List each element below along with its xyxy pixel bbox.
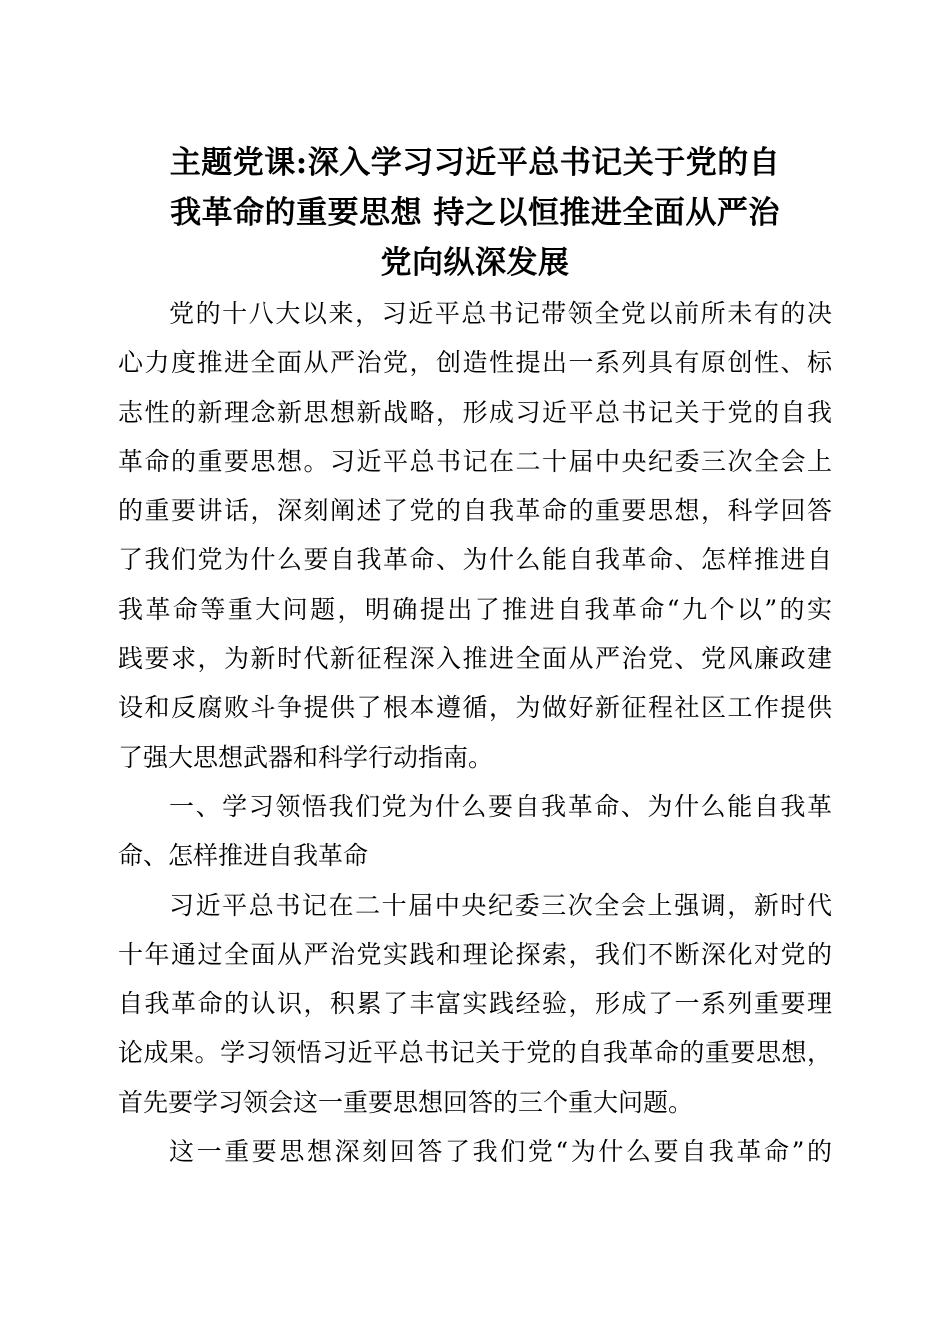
text-line: 论成果。学习领悟习近平总书记关于党的自我革命的重要思想， [118, 1038, 832, 1068]
text-line: 党的十八大以来，习近平总书记带领全党以前所未有的决 [169, 299, 832, 328]
text-line: 心力度推进全面从严治党，创造性提出一系列具有原创性、标 [118, 348, 832, 378]
document-title [110, 138, 840, 288]
text-line: 了我们党为什么要自我革命、为什么能自我革命、怎样推进自 [118, 545, 832, 575]
text-line: 了强大思想武器和科学行动指南。 [118, 742, 494, 772]
text-line: 的重要讲话，深刻阐述了党的自我革命的重要思想，科学回答 [118, 496, 832, 526]
section-heading [118, 785, 832, 884]
text-line: 习近平总书记在二十届中央纪委三次全会上强调，新时代 [169, 890, 832, 920]
body-paragraph [118, 1130, 832, 1179]
title-line: 党向纵深发展 [380, 245, 570, 281]
text-line: 一、学习领悟我们党为什么要自我革命、为什么能自我革 [169, 791, 832, 821]
text-line: 这一重要思想深刻回答了我们党“为什么要自我革命”的 [169, 1137, 832, 1167]
text-line: 革命的重要思想。习近平总书记在二十届中央纪委三次全会上 [118, 446, 832, 476]
text-line: 志性的新理念新思想新战略，形成习近平总书记关于党的自我 [118, 397, 832, 427]
intro-paragraph [118, 292, 832, 785]
text-line: 首先要学习领会这一重要思想回答的三个重大问题。 [118, 1087, 694, 1117]
text-line: 践要求，为新时代新征程深入推进全面从严治党、党风廉政建 [118, 644, 832, 674]
text-line: 设和反腐败斗争提供了根本遵循，为做好新征程社区工作提供 [118, 693, 832, 723]
text-line: 十年通过全面从严治党实践和理论探索，我们不断深化对党的 [118, 939, 832, 969]
text-line: 命、怎样推进自我革命 [118, 841, 369, 871]
text-line: 我革命等重大问题，明确提出了推进自我革命“九个以”的实 [118, 594, 832, 624]
document-body [118, 292, 832, 1179]
title-line: 我革命的重要思想 持之以恒推进全面从严治 [170, 195, 780, 231]
title-line: 主题党课:深入学习习近平总书记关于党的自 [169, 145, 781, 181]
body-paragraph [118, 884, 832, 1130]
text-line: 自我革命的认识，积累了丰富实践经验，形成了一系列重要理 [118, 989, 832, 1019]
